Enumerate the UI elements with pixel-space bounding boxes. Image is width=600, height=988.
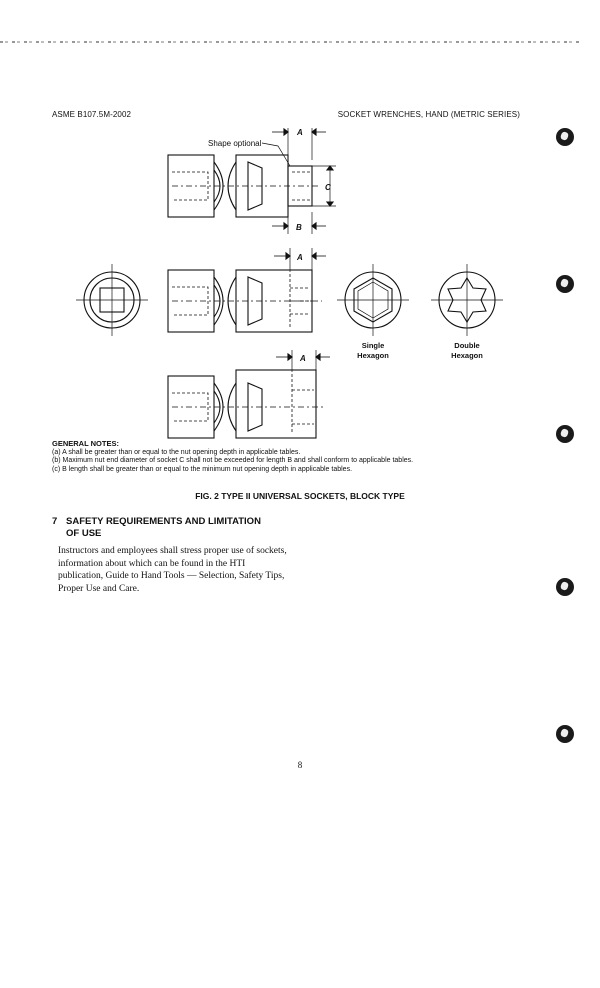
section-heading [52,516,282,540]
double-hexagon-label-1: Double [454,341,480,350]
section-title-line-1: SAFETY REQUIREMENTS AND LIMITATION [66,516,261,527]
double-hexagon-label-2: Hexagon [451,351,483,360]
dim-a-label-top: A [297,128,303,137]
double-hexagon-end-view [431,264,503,336]
shape-optional-label: Shape optional [208,139,262,148]
general-notes-title: GENERAL NOTES: [52,439,119,448]
running-header-title: SOCKET WRENCHES, HAND (METRIC SERIES) [337,110,520,119]
note-b: (b) Maximum nut end diameter of socket C shall not be exceeded for length B and shall conform to applicable tables. [52,457,414,464]
socket-side-view-bottom [168,350,330,438]
section-paragraph: Instructors and employees shall stress proper use of sockets, information about which can be found in the HTI publication, Guide to Hand Tools — Selection, Safety Tips, Proper Use and Care. [58,546,287,594]
running-header-standard: ASME B107.5M-2002 [52,110,132,119]
note-a: (a) A shall be greater than or equal to the nut opening depth in applicable tables. [52,448,301,456]
dim-a-label-middle: A [297,253,303,262]
single-hexagon-end-view [337,264,409,336]
single-hexagon-label-2: Hexagon [357,351,389,360]
general-notes [52,440,413,474]
dim-c-label: C [325,183,331,192]
dim-a-label-bottom: A [300,354,306,363]
single-hexagon-label-1: Single [361,341,385,350]
dim-b-label: B [296,223,302,232]
page-number: 8 [297,760,303,770]
section-title-line-2: OF USE [66,528,102,539]
figure-caption: FIG. 2 TYPE II UNIVERSAL SOCKETS, BLOCK TYPE [195,491,405,501]
square-drive-end-view [76,264,148,336]
section-number: 7 [52,516,58,527]
note-c: (c) B length shall be greater than or equal to the minimum nut opening depth in applicable tables. [52,465,353,473]
